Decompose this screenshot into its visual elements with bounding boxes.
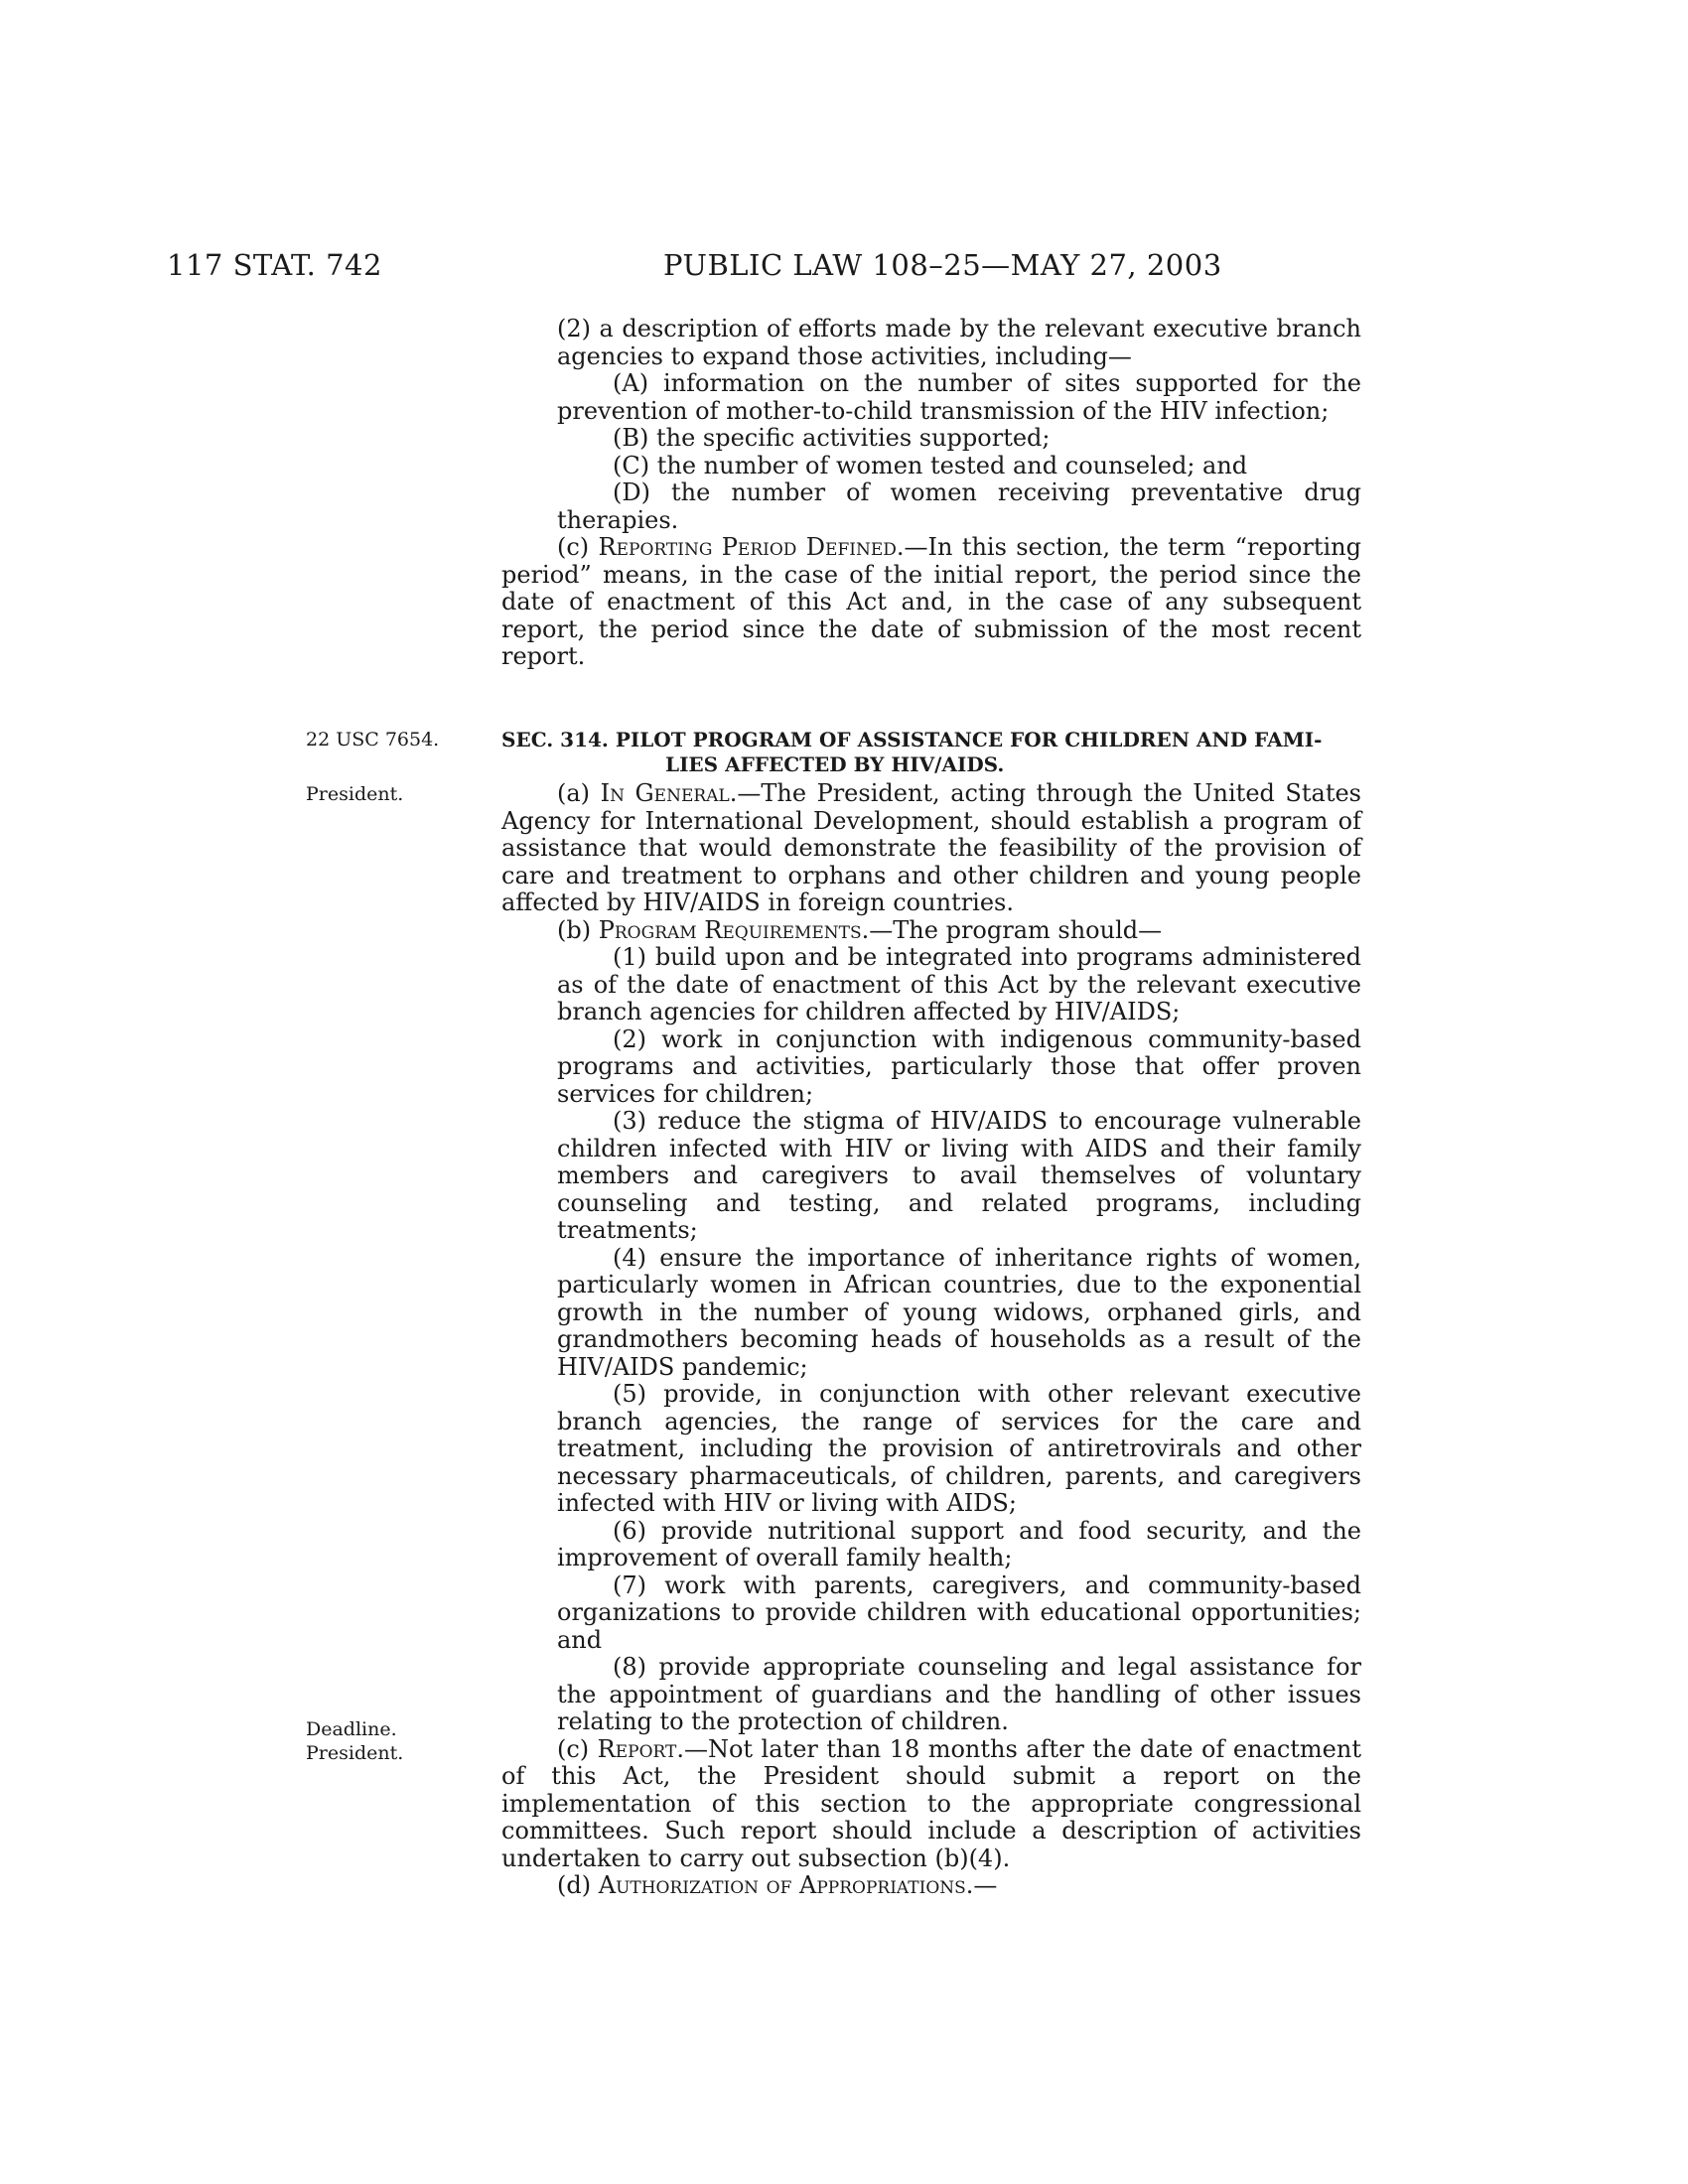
requirement-item: (3) reduce the stigma of HIV/AIDS to encourage vulnerable children infected with HIV or living with AIDS and their family members and caregivers to avail themselves of voluntary counseling and testing, and related programs, including treatments; [557, 1107, 1361, 1244]
page-running-title: PUBLIC LAW 108–25—MAY 27, 2003 [663, 248, 1222, 282]
subsection-b-program-requirements [501, 917, 1361, 945]
section-heading [501, 728, 1361, 777]
subsection-text: —The program should— [869, 915, 1163, 944]
subsection-c-report [501, 1736, 1361, 1873]
subparagraph-C: (C) the number of women tested and counseled; and [613, 451, 1248, 479]
requirement-item: (1) build upon and be integrated into programs administered as of the date of enactment of this Act by the relevant executive branch agencies for children affected by HIV/AIDS; [557, 943, 1361, 1025]
subsection-text: — [973, 1871, 998, 1899]
subsection-c-reporting-period [501, 534, 1361, 671]
subsection-heading: Authorization of Appropriations. [598, 1871, 974, 1899]
requirement-item: (2) work in conjunction with indigenous community-based programs and activities, particularly those that offer proven services for children; [557, 1024, 1361, 1108]
subsection-text: —The President, acting through the United States Agency for International Development, should establish a program of assistance that would demonstrate the feasibility of the provision of care and treatment to orphans and other children and young people affected by HIV/AIDS in foreign countries. [501, 779, 1361, 916]
subsection-a-in-general [501, 780, 1361, 917]
margin-note-deadline: Deadline. [306, 1718, 397, 1740]
margin-note-usc: 22 USC 7654. [306, 729, 440, 751]
subsection-label: (a) [557, 779, 591, 807]
subparagraph-D: (D) the number of women receiving preventative drug therapies. [557, 478, 1361, 534]
requirement-item: (7) work with parents, caregivers, and community-based organizations to provide children with educational opportunities; and [557, 1570, 1361, 1654]
requirement-item: (5) provide, in conjunction with other relevant executive branch agencies, the range of services for the care and treatment, including the provision of antiretrovirals and other necessary pharmaceuticals, of children, parents, and caregivers infected with HIV or living with AIDS; [557, 1380, 1361, 1517]
subsection-heading: Reporting Period Defined. [598, 533, 905, 561]
page-statute-reference: 117 STAT. 742 [167, 248, 382, 282]
requirement-item: (8) provide appropriate counseling and legal assistance for the appointment of guardians and the handling of other issues relating to the protection of children. [557, 1653, 1361, 1735]
subsection-label: (d) [557, 1871, 592, 1899]
subsection-label: (c) [557, 533, 590, 561]
requirement-item: (6) provide nutritional support and food security, and the improvement of overall family health; [557, 1516, 1361, 1571]
margin-note-president: President. [306, 1742, 404, 1764]
requirement-item: (4) ensure the importance of inheritance rights of women, particularly women in African countries, due to the exponential growth in the number of young widows, orphaned girls, and grandmothers becoming heads of households as a result of the HIV/AIDS pandemic; [557, 1243, 1361, 1381]
subsection-heading: Report. [597, 1734, 684, 1763]
section-heading-line-1: SEC. 314. PILOT PROGRAM OF ASSISTANCE FOR CHILDREN AND FAMI- [501, 728, 1323, 751]
margin-note-president: President. [306, 783, 404, 805]
section-314-body [501, 780, 1361, 1900]
subsection-text: —Not later than 18 months after the date of enactment of this Act, the President should submit a report on the implementation of this section to the appropriate congressional committees. Such report should include a description of activities undertaken to carry out subsection (b)(4). [501, 1734, 1361, 1872]
section-heading-line-2: LIES AFFECTED BY HIV/AIDS. [665, 752, 1005, 776]
subsection-heading: Program Requirements. [598, 915, 870, 944]
subsection-text: —In this section, the term “reporting period” means, in the case of the initial report, the period since the date of enactment of this Act and, in the case of any subsequent report, the period since the date of submission of the most recent report. [501, 533, 1361, 670]
subparagraph-A: (A) information on the number of sites supported for the prevention of mother-to-child transmission of the HIV infection; [557, 369, 1361, 425]
subsection-d-authorization [501, 1872, 1361, 1900]
continued-subsection [501, 316, 1361, 671]
subparagraph-B: (B) the specific activities supported; [613, 424, 1051, 452]
subsection-label: (c) [557, 1734, 590, 1763]
subsection-label: (b) [557, 915, 592, 944]
subsection-heading: In General. [600, 779, 738, 807]
paragraph-2: (2) a description of efforts made by the relevant executive branch agencies to expand those activities, including— [557, 315, 1361, 370]
